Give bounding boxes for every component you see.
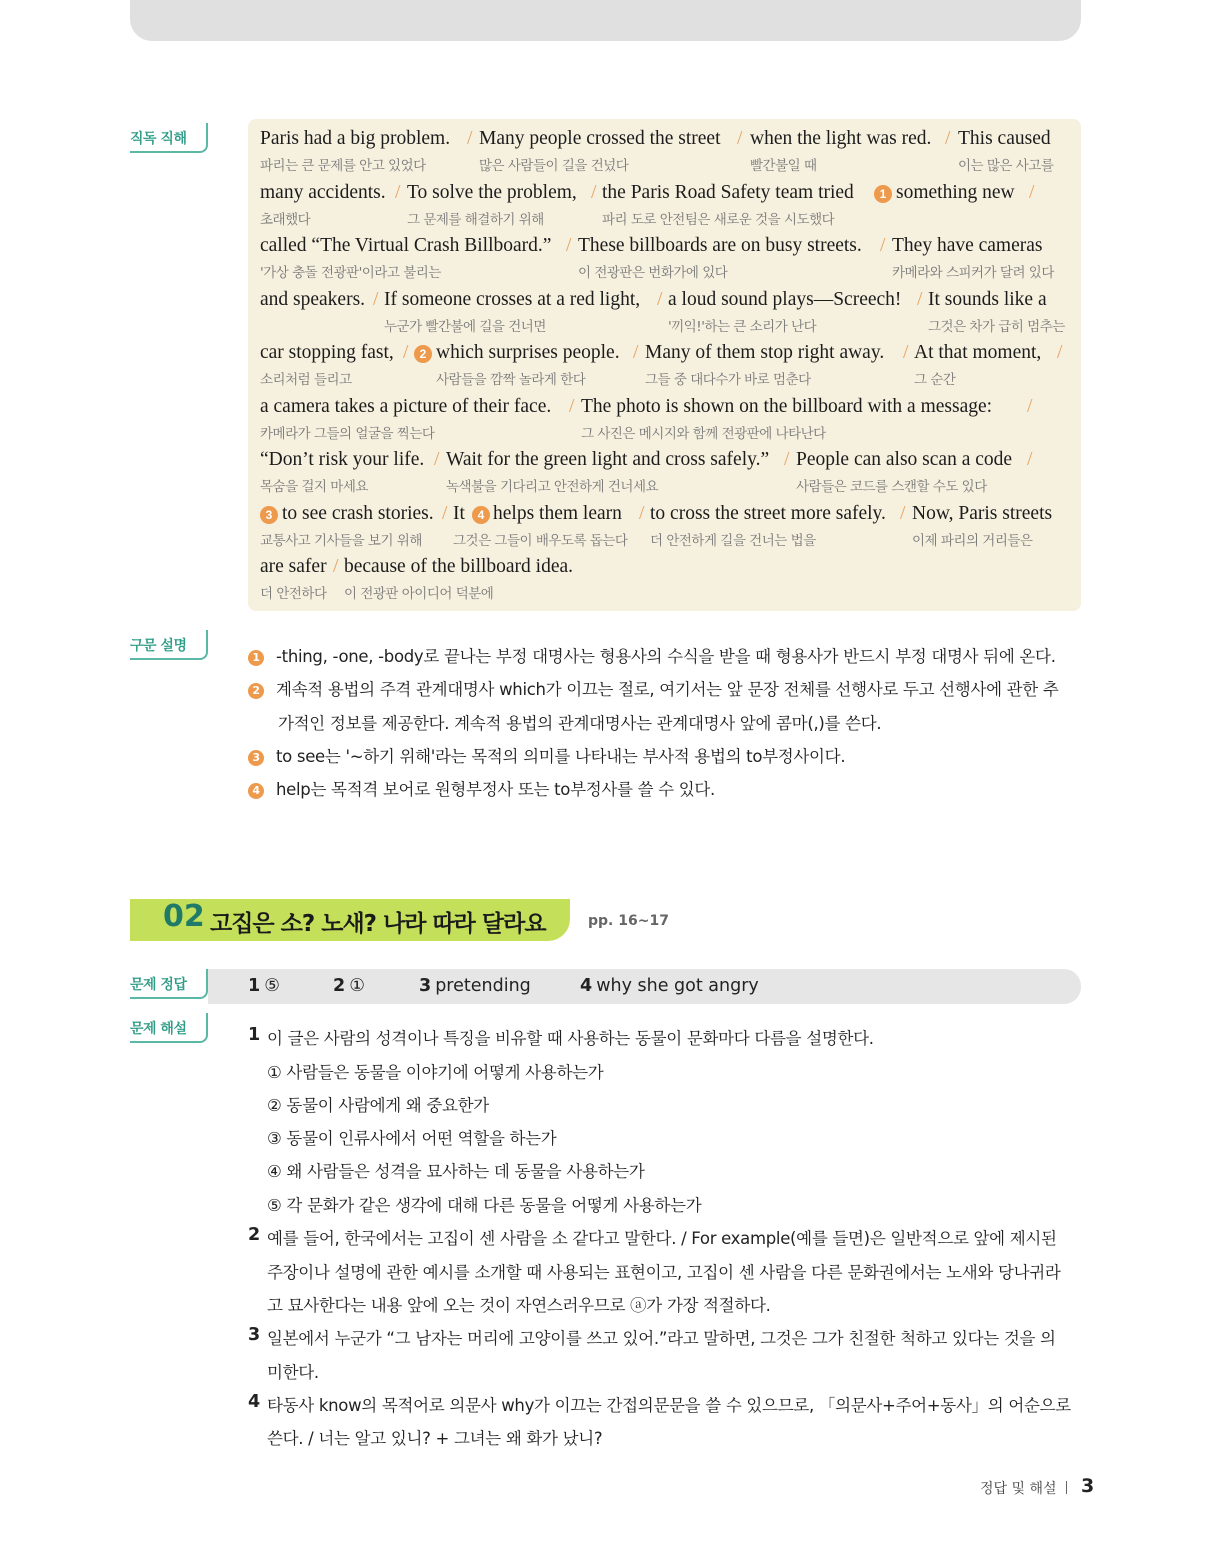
eng-chunk: car stopping fast, <box>260 342 394 363</box>
answer-number: 3 <box>419 976 432 996</box>
answer-value: ⑤ <box>264 976 280 996</box>
answer-item <box>333 976 365 996</box>
circled-number-3: 3 <box>260 506 278 524</box>
circled-number-4: 4 <box>472 506 490 524</box>
circled-number-2: 2 <box>414 345 432 363</box>
slash: / <box>880 235 886 256</box>
kor-chunk: 그들 중 대다수가 바로 멈춘다 <box>645 372 811 388</box>
reading-line <box>260 396 1080 446</box>
kor-chunk: 더 안전하다 <box>260 586 327 602</box>
kor-chunk: 그 사진은 메시지와 함께 전광판에 나타난다 <box>581 426 826 442</box>
section-title: 고집은 소? 노새? 나라 따라 달라요 <box>210 911 546 937</box>
slash: / <box>566 235 572 256</box>
answer-item <box>419 976 531 996</box>
reading-line <box>260 235 1080 285</box>
solution-number: 4 <box>248 1392 261 1412</box>
reading-line <box>260 289 1080 339</box>
kor-chunk: 카메라와 스피커가 달려 있다 <box>892 265 1054 281</box>
eng-chunk: a loud sound plays—Screech! <box>668 289 902 310</box>
solutions-label: 문제 해설 <box>130 1013 208 1043</box>
eng-chunk: The photo is shown on the billboard with a message: <box>581 396 993 417</box>
solution-option: ③ 동물이 인류사에서 어떤 역할을 하는가 <box>267 1129 557 1148</box>
reading-line <box>260 556 1080 606</box>
solution-option: ② 동물이 사람에게 왜 중요한가 <box>267 1096 489 1115</box>
kor-chunk: 빨간불일 때 <box>750 158 817 174</box>
solution-number: 2 <box>248 1225 261 1245</box>
slash: / <box>903 342 909 363</box>
syntax-note <box>248 643 1056 667</box>
solution-text: 쓴다. / 너는 알고 있니? + 그녀는 왜 화가 났니? <box>267 1429 603 1448</box>
kor-chunk: 교통사고 기사들을 보기 위해 <box>260 533 422 549</box>
slash: / <box>900 503 906 524</box>
eng-chunk: At that moment, <box>914 342 1042 363</box>
answer-number: 1 <box>248 976 261 996</box>
eng-chunk: Many people crossed the street <box>479 128 721 149</box>
kor-chunk: 카메라가 그들의 얼굴을 찍는다 <box>260 426 435 442</box>
slash: / <box>395 182 401 203</box>
eng-chunk: This caused <box>958 128 1051 149</box>
syntax-label: 구문 설명 <box>130 630 208 660</box>
kor-chunk: 사람들을 깜짝 놀라게 한다 <box>436 372 586 388</box>
solution-option: ① 사람들은 동물을 이야기에 어떻게 사용하는가 <box>267 1063 604 1082</box>
slash: / <box>442 503 448 524</box>
eng-chunk: Many of them stop right away. <box>645 342 885 363</box>
solution-number: 3 <box>248 1325 261 1345</box>
kor-chunk: 파리 도로 안전팀은 새로운 것을 시도했다 <box>602 212 835 228</box>
slash: / <box>373 289 379 310</box>
solution-text: 예를 들어, 한국에서는 고집이 센 사람을 소 같다고 말한다. / For example(예를 들면)은 일반적으로 앞에 제시된 <box>267 1229 1057 1248</box>
footer-divider <box>1066 1481 1067 1494</box>
solution-text: 타동사 know의 목적어로 의문사 why가 이끄는 간접의문문을 쓸 수 있으므로, 「의문사+주어+동사」의 어순으로 <box>267 1396 1071 1415</box>
eng-chunk: because of the billboard idea. <box>344 556 574 577</box>
slash: / <box>467 128 473 149</box>
kor-chunk: 많은 사람들이 길을 건넜다 <box>479 158 629 174</box>
kor-chunk: 사람들은 코드를 스캔할 수도 있다 <box>796 479 987 495</box>
solution-number: 1 <box>248 1025 261 1045</box>
kor-chunk: 그것은 그들이 배우도록 돕는다 <box>453 533 628 549</box>
eng-chunk: People can also scan a code <box>796 449 1013 470</box>
solution-text: 고 묘사한다는 내용 앞에 오는 것이 자연스러우므로 ⓐ가 가장 적절하다. <box>267 1296 771 1315</box>
reading-line <box>260 182 1080 232</box>
solution-text: 미한다. <box>267 1363 319 1382</box>
eng-chunk: the Paris Road Safety team tried <box>602 182 854 203</box>
note-number: 2 <box>248 683 264 699</box>
kor-chunk: 초래했다 <box>260 212 311 228</box>
note-text: 계속적 용법의 주격 관계대명사 which가 이끄는 절로, 여기서는 앞 문장 전체를 선행사로 두고 선행사에 관한 추 <box>276 680 1059 699</box>
eng-chunk: It sounds like a <box>928 289 1047 310</box>
solution-text: 일본에서 누군가 “그 남자는 머리에 고양이를 쓰고 있어.”라고 말하면, 그것은 그가 친절한 척하고 있다는 것을 의 <box>267 1329 1056 1348</box>
eng-chunk: These billboards are on busy streets. <box>578 235 862 256</box>
eng-chunk: and speakers. <box>260 289 366 310</box>
solution-text: 주장이나 설명에 관한 예시를 소개할 때 사용되는 표현이고, 고집이 센 사람을 다른 문화권에서는 노새와 당나귀라 <box>267 1263 1061 1282</box>
kor-chunk: 이제 파리의 거리들은 <box>912 533 1033 549</box>
kor-chunk: 더 안전하게 길을 건너는 법을 <box>650 533 816 549</box>
eng-chunk: It <box>453 503 465 524</box>
kor-chunk: 이 전광판은 번화가에 있다 <box>578 265 728 281</box>
kor-chunk: 그것은 차가 급히 멈추는 <box>928 319 1065 335</box>
eng-chunk: are safer <box>260 556 327 577</box>
answer-value: pretending <box>435 976 531 996</box>
slash: / <box>434 449 440 470</box>
slash: / <box>917 289 923 310</box>
eng-chunk: Now, Paris streets <box>912 503 1053 524</box>
slash: / <box>333 556 339 577</box>
solution-text: 이 글은 사람의 성격이나 특징을 비유할 때 사용하는 동물이 문화마다 다름을 설명한다. <box>267 1029 874 1048</box>
note-number: 1 <box>248 650 264 666</box>
reading-line <box>260 503 1080 553</box>
kor-chunk: 파리는 큰 문제를 안고 있었다 <box>260 158 426 174</box>
eng-chunk: helps them learn <box>493 503 622 524</box>
slash: / <box>633 342 639 363</box>
kor-chunk: 그 문제를 해결하기 위해 <box>407 212 544 228</box>
kor-chunk: 소리처럼 들리고 <box>260 372 352 388</box>
kor-chunk: 녹색불을 기다리고 안전하게 건너세요 <box>446 479 659 495</box>
syntax-note <box>248 776 715 800</box>
reading-line <box>260 128 1080 178</box>
answer-value: ① <box>349 976 365 996</box>
kor-chunk: 이 전광판 아이디어 덕분에 <box>344 586 494 602</box>
eng-chunk: They have cameras <box>892 235 1043 256</box>
eng-chunk: If someone crosses at a red light, <box>384 289 641 310</box>
note-number: 4 <box>248 783 264 799</box>
slash: / <box>1029 182 1035 203</box>
note-number: 3 <box>248 750 264 766</box>
kor-chunk: 이는 많은 사고를 <box>958 158 1054 174</box>
footer-label: 정답 및 해설 <box>980 1481 1057 1497</box>
eng-chunk: To solve the problem, <box>407 182 577 203</box>
top-header-bar <box>130 0 1081 41</box>
eng-chunk: to see crash stories. <box>282 503 434 524</box>
eng-chunk: Wait for the green light and cross safely.” <box>446 449 770 470</box>
solution-option: ⑤ 각 문화가 같은 생각에 대해 다른 동물을 어떻게 사용하는가 <box>267 1196 702 1215</box>
eng-chunk: when the light was red. <box>750 128 932 149</box>
section-pages: pp. 16~17 <box>588 913 669 929</box>
note-text: help는 목적격 보어로 원형부정사 또는 to부정사를 쓸 수 있다. <box>276 780 715 799</box>
answers-label: 문제 정답 <box>130 969 208 999</box>
slash: / <box>1027 449 1033 470</box>
reading-line <box>260 342 1080 392</box>
eng-chunk: a camera takes a picture of their face. <box>260 396 552 417</box>
reading-line <box>260 449 1080 499</box>
note-text: -thing, -one, -body로 끝나는 부정 대명사는 형용사의 수식을 받을 때 형용사가 반드시 부정 대명사 뒤에 온다. <box>276 647 1056 666</box>
circled-number-1: 1 <box>874 185 892 203</box>
answer-number: 2 <box>333 976 346 996</box>
kor-chunk: '끼익!'하는 큰 소리가 난다 <box>668 319 817 335</box>
kor-chunk: 누군가 빨간불에 길을 건너면 <box>384 319 546 335</box>
kor-chunk: 목숨을 걸지 마세요 <box>260 479 368 495</box>
eng-chunk: something new <box>896 182 1015 203</box>
slash: / <box>639 503 645 524</box>
answer-item <box>580 976 759 996</box>
syntax-note <box>248 676 1059 700</box>
syntax-note <box>248 743 845 767</box>
slash: / <box>945 128 951 149</box>
answer-number: 4 <box>580 976 593 996</box>
eng-chunk: many accidents. <box>260 182 386 203</box>
eng-chunk: which surprises people. <box>436 342 620 363</box>
note-text-continued: 가적인 정보를 제공한다. 계속적 용법의 관계대명사는 관계대명사 앞에 콤마(,)를 쓴다. <box>278 714 882 733</box>
section-number: 02 <box>163 899 205 934</box>
slash: / <box>737 128 743 149</box>
page-number: 3 <box>1081 1475 1095 1497</box>
kor-chunk: '가상 충돌 전광판'이라고 불리는 <box>260 265 441 281</box>
eng-chunk: Paris had a big problem. <box>260 128 451 149</box>
slash: / <box>1027 396 1033 417</box>
note-text: to see는 '~하기 위해'라는 목적의 의미를 나타내는 부사적 용법의 to부정사이다. <box>276 747 846 766</box>
eng-chunk: “Don’t risk your life. <box>260 449 425 470</box>
eng-chunk: called “The Virtual Crash Billboard.” <box>260 235 552 256</box>
slash: / <box>784 449 790 470</box>
direct-reading-label: 직독 직해 <box>130 123 208 153</box>
slash: / <box>657 289 663 310</box>
slash: / <box>569 396 575 417</box>
slash: / <box>591 182 597 203</box>
answer-value: why she got angry <box>596 976 759 996</box>
slash: / <box>1057 342 1063 363</box>
answer-item <box>248 976 280 996</box>
solution-option: ④ 왜 사람들은 성격을 묘사하는 데 동물을 사용하는가 <box>267 1162 645 1181</box>
eng-chunk: to cross the street more safely. <box>650 503 886 524</box>
slash: / <box>403 342 409 363</box>
kor-chunk: 그 순간 <box>914 372 956 388</box>
